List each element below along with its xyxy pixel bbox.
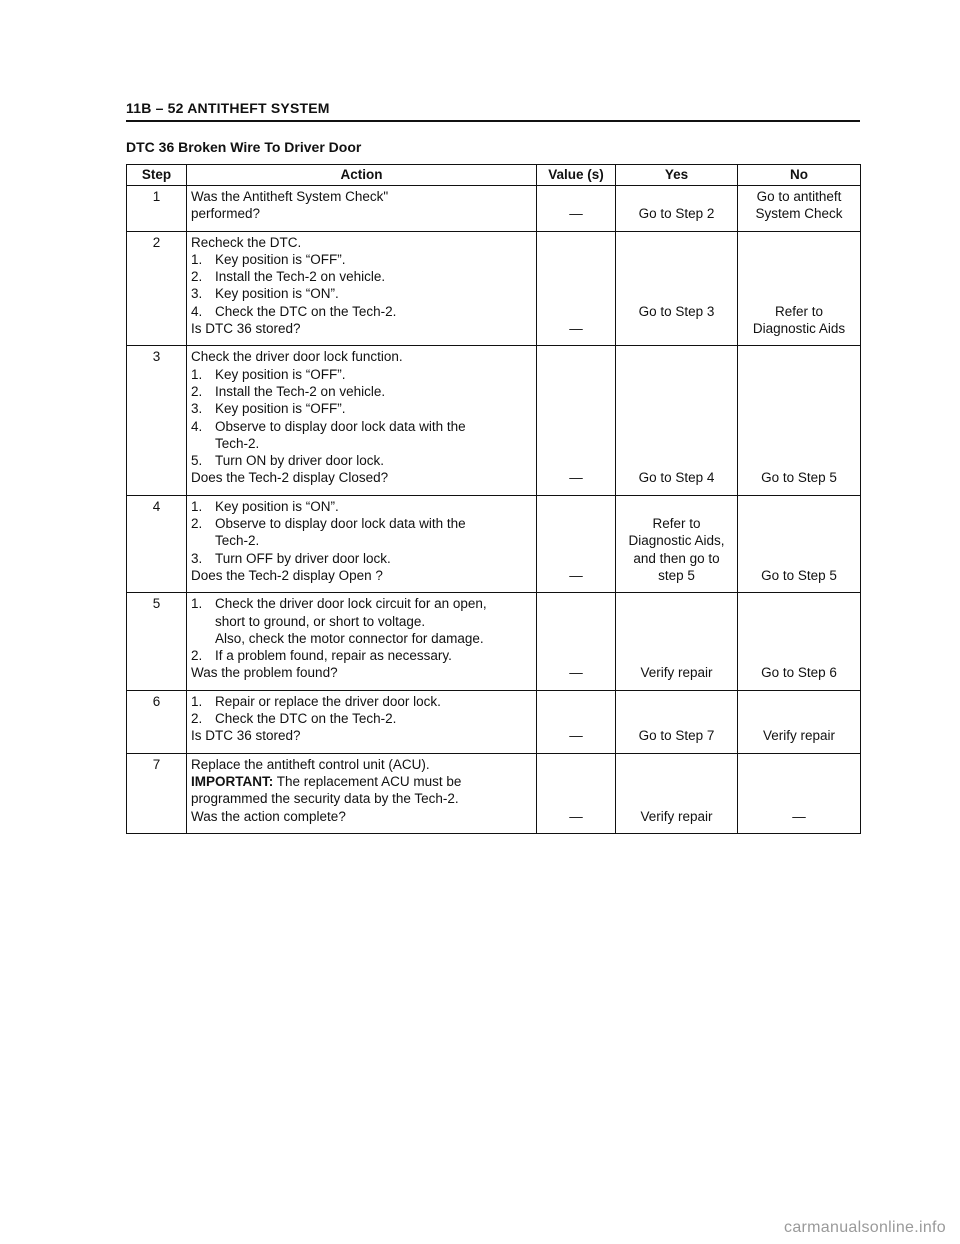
section-title: DTC 36 Broken Wire To Driver Door <box>126 139 362 155</box>
header-rule <box>126 120 860 122</box>
value-cell: — <box>537 690 616 753</box>
no-line: Refer to <box>774 303 824 319</box>
list-number: 1. <box>191 251 203 267</box>
action-list-item <box>191 515 532 550</box>
list-line: Key position is “OFF”. <box>215 401 346 417</box>
value-cell: — <box>537 593 616 690</box>
action-cell <box>187 346 537 495</box>
list-number: 2. <box>191 269 203 285</box>
list-line: Install the Tech-2 on vehicle. <box>215 383 386 399</box>
no-cell <box>738 495 861 592</box>
action-list-item <box>191 268 532 285</box>
yes-line: step 5 <box>658 567 695 583</box>
action-list-item <box>191 383 532 400</box>
yes-line: Verify repair <box>640 665 713 681</box>
table-row <box>127 231 861 346</box>
column-header-no: No <box>738 165 861 186</box>
list-text <box>215 515 532 550</box>
step-number: 2 <box>127 231 187 346</box>
step-number: 3 <box>127 346 187 495</box>
action-text: Check the driver door lock function. <box>191 349 403 365</box>
no-cell <box>738 231 861 346</box>
action-list-item <box>191 693 532 710</box>
step-number: 5 <box>127 593 187 690</box>
table-row <box>127 690 861 753</box>
column-header-step: Step <box>127 165 187 186</box>
action-list-item <box>191 647 532 664</box>
yes-cell <box>616 186 738 232</box>
table-row <box>127 346 861 495</box>
no-cell <box>738 753 861 833</box>
column-header-value: Value (s) <box>537 165 616 186</box>
list-text <box>215 400 532 417</box>
column-header-action: Action <box>187 165 537 186</box>
yes-line: Go to Step 2 <box>638 206 715 222</box>
list-text <box>215 693 532 710</box>
list-line: Key position is “ON”. <box>215 286 339 302</box>
list-line: Key position is “ON”. <box>215 498 339 514</box>
list-number: 1. <box>191 498 203 514</box>
action-list-item <box>191 452 532 469</box>
list-line: Observe to display door lock data with the <box>215 516 466 532</box>
action-cell <box>187 231 537 346</box>
list-number: 4. <box>191 418 203 434</box>
list-text <box>215 366 532 383</box>
yes-line: and then go to <box>633 550 720 566</box>
list-text <box>215 452 532 469</box>
yes-cell <box>616 495 738 592</box>
list-number: 3. <box>191 401 203 417</box>
action-text: Recheck the DTC. <box>191 234 302 250</box>
yes-cell <box>616 231 738 346</box>
list-text <box>215 710 532 727</box>
list-line: Key position is “OFF”. <box>215 251 346 267</box>
table-header-row <box>127 165 861 186</box>
important-continuation: programmed the security data by the Tech-2. <box>191 791 459 807</box>
list-line: Tech-2. <box>215 533 260 549</box>
no-cell <box>738 593 861 690</box>
yes-line: Refer to <box>652 516 701 532</box>
list-text <box>215 498 532 515</box>
action-list-item <box>191 498 532 515</box>
list-line: Observe to display door lock data with the <box>215 418 466 434</box>
action-question: Was the problem found? <box>191 665 338 681</box>
list-line: Check the DTC on the Tech-2. <box>215 711 397 727</box>
list-text <box>215 285 532 302</box>
list-text <box>215 550 532 567</box>
table-row <box>127 495 861 592</box>
important-label: IMPORTANT: <box>191 773 274 789</box>
value-cell: — <box>537 186 616 232</box>
list-text <box>215 418 532 453</box>
step-number: 1 <box>127 186 187 232</box>
list-number: 3. <box>191 286 203 302</box>
table-body <box>127 186 861 834</box>
no-line: Go to Step 6 <box>761 665 837 681</box>
column-header-yes: Yes <box>616 165 738 186</box>
list-line: If a problem found, repair as necessary. <box>215 648 452 664</box>
action-list-item <box>191 418 532 453</box>
no-line: Diagnostic Aids <box>752 321 846 337</box>
action-question: Is DTC 36 stored? <box>191 728 301 744</box>
list-line: Repair or replace the driver door lock. <box>215 693 441 709</box>
no-cell <box>738 186 861 232</box>
value-cell: — <box>537 495 616 592</box>
action-text: performed? <box>191 206 261 222</box>
list-line: Also, check the motor connector for damage. <box>215 630 484 646</box>
action-text: Was the Antitheft System Check" <box>191 189 389 204</box>
action-cell <box>187 495 537 592</box>
list-text <box>215 383 532 400</box>
step-number: 7 <box>127 753 187 833</box>
action-cell <box>187 186 537 232</box>
no-line: System Check <box>755 206 843 222</box>
list-number: 2. <box>191 648 203 664</box>
list-line: short to ground, or short to voltage. <box>215 613 426 629</box>
action-question: Does the Tech-2 display Open ? <box>191 567 383 583</box>
table-row <box>127 593 861 690</box>
diagnostic-table <box>126 164 861 834</box>
list-line: Turn ON by driver door lock. <box>215 453 385 469</box>
action-cell <box>187 753 537 833</box>
action-list-item <box>191 251 532 268</box>
watermark: carmanualsonline.info <box>784 1219 946 1236</box>
yes-cell <box>616 346 738 495</box>
list-text <box>215 647 532 664</box>
no-cell <box>738 690 861 753</box>
list-number: 1. <box>191 596 203 612</box>
action-question: Was the action complete? <box>191 808 346 824</box>
list-text <box>215 268 532 285</box>
action-list-item <box>191 550 532 567</box>
action-cell <box>187 690 537 753</box>
no-line: Verify repair <box>762 728 836 744</box>
no-line: Go to antitheft <box>756 189 842 204</box>
no-line: Go to Step 5 <box>761 567 837 583</box>
list-line: Install the Tech-2 on vehicle. <box>215 269 386 285</box>
list-number: 2. <box>191 711 203 727</box>
list-number: 4. <box>191 303 203 319</box>
yes-line: Verify repair <box>640 808 713 824</box>
value-cell: — <box>537 346 616 495</box>
action-list-item <box>191 710 532 727</box>
action-list-item <box>191 303 532 320</box>
action-cell <box>187 593 537 690</box>
value-cell: — <box>537 753 616 833</box>
page-header: 11B – 52 ANTITHEFT SYSTEM <box>126 100 330 116</box>
list-line: Check the DTC on the Tech-2. <box>215 303 397 319</box>
action-question: Is DTC 36 stored? <box>191 321 301 337</box>
list-text <box>215 303 532 320</box>
step-number: 4 <box>127 495 187 592</box>
important-text: The replacement ACU must be <box>273 773 462 789</box>
list-line: Turn OFF by driver door lock. <box>215 550 391 566</box>
list-number: 2. <box>191 383 203 399</box>
yes-cell <box>616 753 738 833</box>
list-line: Tech-2. <box>215 435 260 451</box>
yes-line: Go to Step 3 <box>638 303 715 319</box>
table-row <box>127 753 861 833</box>
action-list-item <box>191 285 532 302</box>
list-line: Check the driver door lock circuit for an open, <box>215 596 487 612</box>
action-list-item <box>191 595 532 647</box>
yes-line: Diagnostic Aids, <box>628 533 725 549</box>
yes-line: Go to Step 4 <box>638 470 715 486</box>
value-cell: — <box>537 231 616 346</box>
list-number: 3. <box>191 550 203 566</box>
action-question: Does the Tech-2 display Closed? <box>191 470 389 486</box>
step-number: 6 <box>127 690 187 753</box>
list-number: 5. <box>191 453 203 469</box>
table-row <box>127 186 861 232</box>
list-line: Key position is “OFF”. <box>215 366 346 382</box>
list-text <box>215 595 532 647</box>
list-number: 2. <box>191 516 203 532</box>
yes-line: Go to Step 7 <box>638 728 715 744</box>
yes-cell <box>616 690 738 753</box>
no-line: Go to Step 5 <box>761 470 837 486</box>
list-text <box>215 251 532 268</box>
yes-line <box>620 320 733 337</box>
yes-cell <box>616 593 738 690</box>
list-number: 1. <box>191 366 203 382</box>
action-text: Replace the antitheft control unit (ACU). <box>191 756 430 772</box>
action-list-item <box>191 366 532 383</box>
important-note <box>191 773 532 790</box>
no-line: — <box>792 808 806 824</box>
no-cell <box>738 346 861 495</box>
action-list-item <box>191 400 532 417</box>
list-number: 1. <box>191 693 203 709</box>
